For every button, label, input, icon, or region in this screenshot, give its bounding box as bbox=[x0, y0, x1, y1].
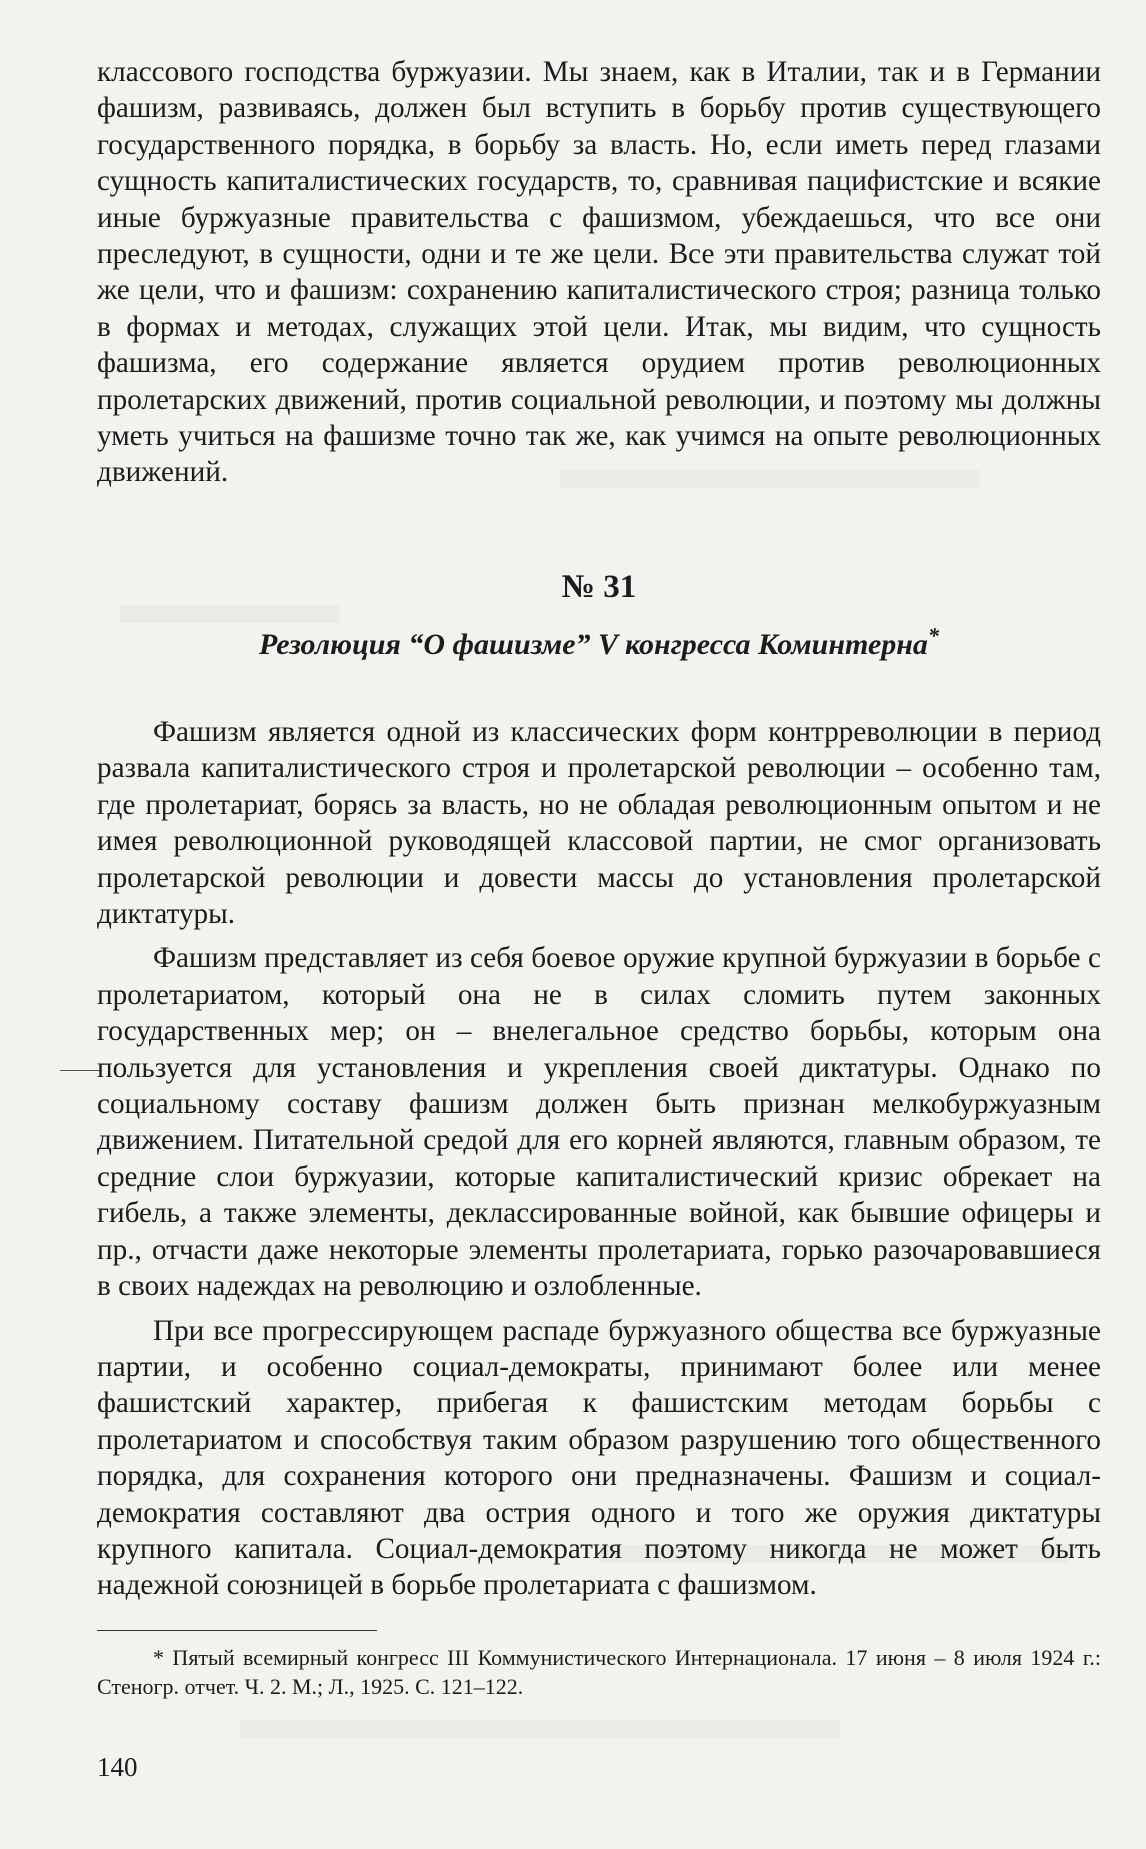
document-title-text: Резолюция “О фашизме” V конгресса Коминтерна bbox=[259, 628, 928, 661]
opening-paragraph: классового господства буржуазии. Мы знаем, как в Италии, так и в Германии фашизм, развиваясь, должен был вступить в борьбу против существующего государственного порядка, в борьбу за власть. Но, если иметь перед глазами сущность капиталистических государств, то, сравнивая пацифистские и всякие иные буржуазные правительства с фашизмом, убеждаешься, что все они преследуют, в сущности, одни и те же цели. Все эти правительства служат той же цели, что и фашизм: сохранению капиталистического строя; разница только в формах и методах, служащих этой цели. Итак, мы видим, что сущность фашизма, его содержание является орудием против революционных пролетарских движений, против социальной революции, и поэтому мы должны уметь учиться на фашизме точно так же, как учимся на опыте революционных движений. bbox=[97, 56, 1101, 489]
page-number: 140 bbox=[97, 1752, 138, 1782]
footnote: * Пятый всемирный конгресс III Коммунистического Интернационала. 17 июня – 8 июля 1924 г.: Стеногр. отчет. Ч. 2. М.; Л., 1925. С. 121–122. bbox=[97, 1645, 1101, 1699]
footnote-divider bbox=[97, 1630, 377, 1631]
body-paragraph: Фашизм является одной из классических форм контрреволюции в период развала капиталистического строя и пролетарской революции – особенно там, где пролетариат, борясь за власть, но не обладая революционным опытом и не имея революционной руководящей классовой партии, не смог организовать пролетарской революции и довести массы до установления пролетарской диктатуры. bbox=[97, 716, 1101, 931]
footnote-marker: * bbox=[927, 623, 939, 648]
resolution-body bbox=[97, 714, 1101, 1612]
body-paragraph: Фашизм представляет из себя боевое оружие крупной буржуазии в борьбе с пролетариатом, который она не в силах сломить путем законных государственных мер; он – внелегальное средство борьбы, которым она пользуется для установления и укрепления своей диктатуры. Однако по социальному составу фашизм должен быть признан мелкобуржуазным движением. Питательной средой для его корней являются, главным образом, те средние слои буржуазии, которые капиталистический кризис обрекает на гибель, а также элементы, деклассированные войной, как бывшие офицеры и пр., отчасти даже некоторые элементы пролетариата, горько разочаровавшиеся в своих надеждах на революцию и озлобленные. bbox=[97, 942, 1101, 1303]
margin-mark bbox=[60, 1070, 102, 1071]
body-paragraph: При все прогрессирующем распаде буржуазного общества все буржуазные партии, и особенно социал-демократы, принимают более или менее фашистский характер, прибегая к фашистским методам борьбы с пролетариатом и способствуя таким образом разрушению того общественного порядка, для сохранения которого они предназначены. Фашизм и социал-демократия составляют два острия одного и того же оружия диктатуры крупного капитала. Социал-демократия поэтому никогда не может быть надежной союзницей в борьбе пролетариата с фашизмом. bbox=[97, 1314, 1101, 1602]
document-title bbox=[97, 623, 1101, 664]
document-number: № 31 bbox=[561, 569, 637, 605]
text-column bbox=[97, 0, 1101, 1849]
